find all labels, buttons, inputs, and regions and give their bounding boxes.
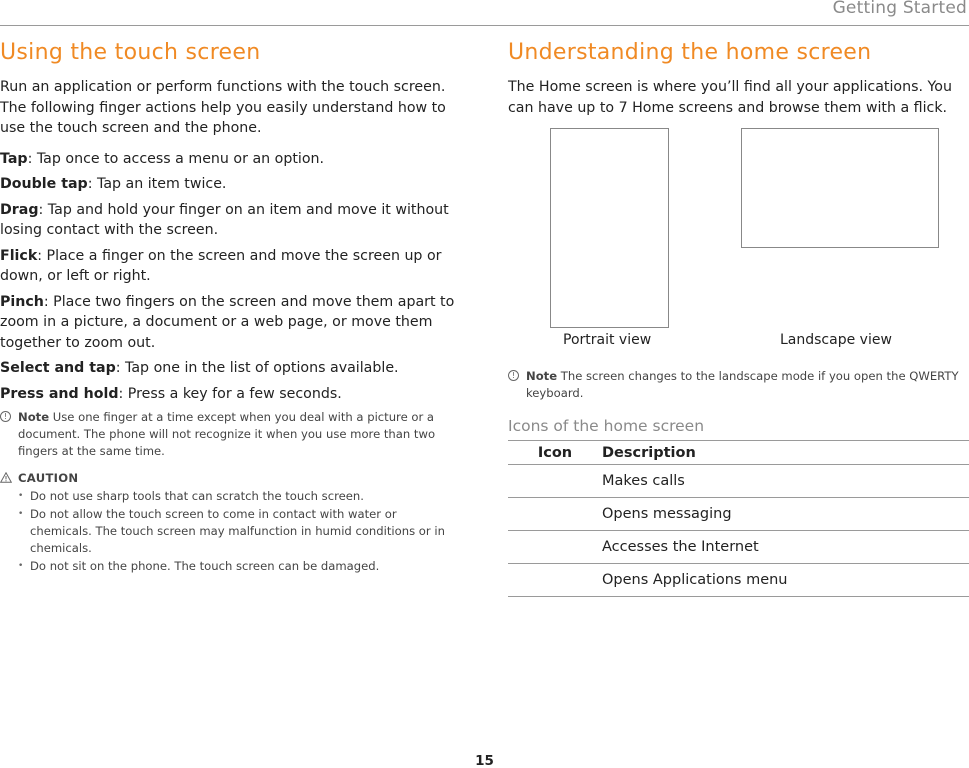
table-row — [508, 498, 969, 531]
home-screen-icons-table — [508, 440, 969, 597]
table-cell-description: Makes calls — [602, 465, 969, 498]
info-icon: ! — [508, 370, 519, 381]
touch-note — [0, 409, 460, 460]
landscape-view-image — [741, 128, 939, 248]
gesture-double-tap — [0, 174, 460, 195]
gesture-term: Flick — [0, 247, 38, 264]
gesture-pinch — [0, 292, 460, 354]
gesture-text: : Place two fingers on the screen and move them apart to zoom in a picture, a document or a web page, or move them together to zoom out. — [0, 293, 455, 351]
section-title-touch-screen: Using the touch screen — [0, 40, 261, 65]
gesture-term: Double tap — [0, 176, 88, 192]
applications-icon — [508, 564, 602, 597]
home-screen-intro: The Home screen is where you’ll find all your applications. You can have up to 7 Home screens and browse them with a flick. — [508, 79, 952, 116]
table-row — [508, 465, 969, 498]
icon-column-header: Icon — [508, 441, 602, 465]
gesture-flick — [0, 246, 460, 287]
home-screen-views — [508, 128, 969, 356]
touch-screen-intro: Run an application or perform functions with the touch screen. The following finger actions help you easily understand how to use the touch screen and the phone. — [0, 79, 446, 136]
gesture-term: Tap — [0, 150, 28, 167]
gesture-text: : Tap and hold your finger on an item and move it without losing contact with the screen. — [0, 201, 449, 238]
internet-icon — [508, 531, 602, 564]
info-icon: ! — [0, 411, 11, 422]
gesture-press-and-hold — [0, 384, 460, 405]
gesture-text: : Press a key for a few seconds. — [118, 385, 342, 402]
gesture-text: : Tap one in the list of options available. — [115, 360, 399, 376]
portrait-view-image — [550, 128, 669, 328]
gesture-select-and-tap — [0, 358, 460, 379]
gesture-text: : Tap once to access a menu or an option. — [27, 150, 325, 167]
gesture-term: Select and tap — [0, 360, 116, 376]
gesture-tap — [0, 149, 460, 170]
messaging-icon — [508, 498, 602, 531]
icons-table-title: Icons of the home screen — [508, 417, 705, 435]
note-label: Note — [526, 369, 558, 383]
page-number: 15 — [475, 753, 494, 768]
caution-item: • Do not sit on the phone. The touch screen can be damaged. — [18, 558, 460, 575]
portrait-view-caption: Portrait view — [563, 332, 652, 348]
table-header-row — [508, 441, 969, 465]
description-column-header: Description — [602, 441, 969, 465]
header-rule — [0, 25, 969, 26]
table-cell-description: Accesses the Internet — [602, 531, 969, 564]
gesture-text: : Tap an item twice. — [87, 176, 227, 192]
gesture-term: Drag — [0, 201, 39, 218]
section-title-home-screen: Understanding the home screen — [508, 40, 872, 65]
home-screen-note — [508, 368, 969, 402]
caution-label: CAUTION — [18, 471, 79, 485]
left-column — [0, 38, 460, 576]
table-row — [508, 531, 969, 564]
gesture-drag — [0, 200, 460, 241]
caution-item: • Do not use sharp tools that can scratch the touch screen. — [18, 488, 460, 505]
landscape-view-caption: Landscape view — [780, 332, 892, 348]
warning-icon — [0, 472, 12, 483]
gesture-term: Pinch — [0, 293, 44, 310]
caution-block — [0, 470, 460, 575]
note-text: Use one finger at a time except when you deal with a picture or a document. The phone will not recognize it when you use more than two fingers at the same time. — [18, 410, 436, 458]
note-text: The screen changes to the landscape mode if you open the QWERTY keyboard. — [526, 369, 959, 400]
note-label: Note — [18, 410, 50, 424]
gesture-term: Press and hold — [0, 385, 119, 402]
gesture-text: : Place a finger on the screen and move the screen up or down, or left or right. — [0, 247, 442, 284]
table-cell-description: Opens messaging — [602, 498, 969, 531]
caution-list — [18, 488, 460, 575]
right-column — [508, 38, 969, 597]
caution-item: • Do not allow the touch screen to come in contact with water or chemicals. The touch screen may malfunction in humid conditions or in chemicals. — [18, 506, 460, 557]
phone-icon — [508, 465, 602, 498]
running-head: Getting Started — [832, 0, 967, 18]
table-cell-description: Opens Applications menu — [602, 564, 969, 597]
table-row — [508, 564, 969, 597]
